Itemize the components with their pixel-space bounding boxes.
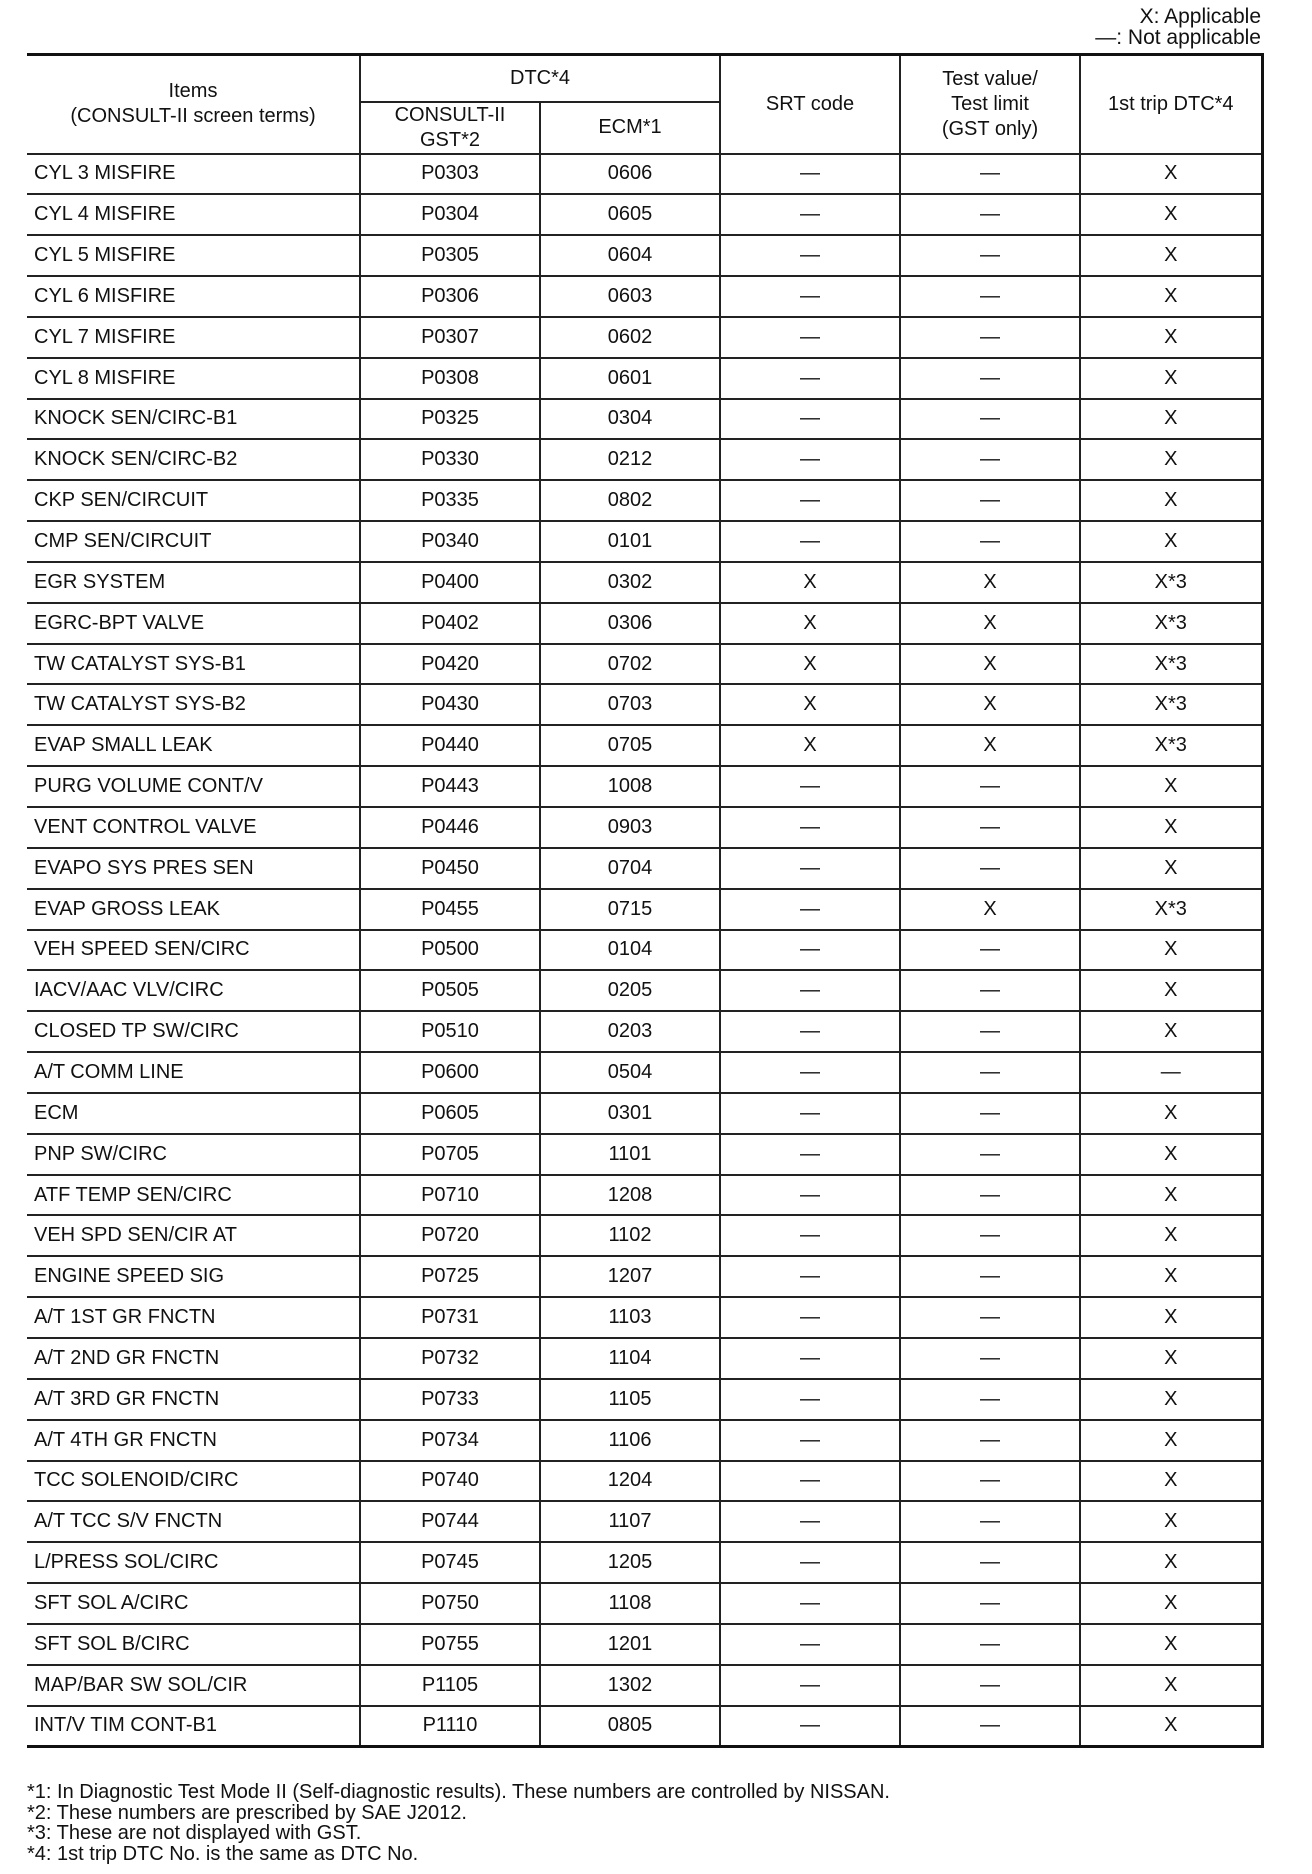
ecm-code-cell: 0802	[540, 480, 720, 521]
srt-code-cell: —	[720, 1624, 900, 1665]
srt-code-cell: X	[720, 562, 900, 603]
item-cell: ECM	[27, 1093, 360, 1134]
item-cell: EVAPO SYS PRES SEN	[27, 848, 360, 889]
ecm-code-cell: 0101	[540, 521, 720, 562]
first-trip-dtc-cell: X*3	[1080, 889, 1262, 930]
item-cell: EGR SYSTEM	[27, 562, 360, 603]
srt-code-cell: —	[720, 848, 900, 889]
first-trip-dtc-cell: X	[1080, 1706, 1262, 1747]
first-trip-dtc-cell: X*3	[1080, 562, 1262, 603]
table-row	[27, 1052, 1262, 1093]
first-trip-dtc-cell: X*3	[1080, 603, 1262, 644]
test-value-cell: —	[900, 1706, 1080, 1747]
table-row	[27, 1583, 1262, 1624]
item-cell: L/PRESS SOL/CIRC	[27, 1542, 360, 1583]
item-cell: IACV/AAC VLV/CIRC	[27, 970, 360, 1011]
consult-code-cell: P0306	[360, 276, 540, 317]
test-value-cell: —	[900, 1542, 1080, 1583]
footnote: *4: 1st trip DTC No. is the same as DTC No.	[27, 1842, 419, 1865]
table-row	[27, 1420, 1262, 1461]
consult-code-cell: P0705	[360, 1134, 540, 1175]
srt-code-cell: —	[720, 889, 900, 930]
test-value-cell: —	[900, 1134, 1080, 1175]
consult-code-cell: P0740	[360, 1461, 540, 1502]
test-value-cell: —	[900, 848, 1080, 889]
test-value-cell: —	[900, 439, 1080, 480]
header-test	[900, 55, 1080, 154]
first-trip-dtc-cell: X	[1080, 930, 1262, 971]
consult-code-cell: P0510	[360, 1011, 540, 1052]
table-row	[27, 194, 1262, 235]
ecm-code-cell: 1101	[540, 1134, 720, 1175]
consult-code-cell: P0305	[360, 235, 540, 276]
ecm-code-cell: 0306	[540, 603, 720, 644]
table-row	[27, 562, 1262, 603]
consult-code-cell: P0430	[360, 684, 540, 725]
ecm-code-cell: 0602	[540, 317, 720, 358]
table-row	[27, 276, 1262, 317]
test-value-cell: —	[900, 1052, 1080, 1093]
first-trip-dtc-cell: X	[1080, 1379, 1262, 1420]
header-srt: SRT code	[720, 55, 900, 154]
test-value-cell: —	[900, 1093, 1080, 1134]
consult-code-cell: P0733	[360, 1379, 540, 1420]
item-cell: A/T 1ST GR FNCTN	[27, 1297, 360, 1338]
item-cell: TW CATALYST SYS-B2	[27, 684, 360, 725]
ecm-code-cell: 0702	[540, 644, 720, 685]
consult-code-cell: P0340	[360, 521, 540, 562]
srt-code-cell: —	[720, 766, 900, 807]
item-cell: SFT SOL B/CIRC	[27, 1624, 360, 1665]
consult-code-cell: P0335	[360, 480, 540, 521]
test-value-cell: —	[900, 399, 1080, 440]
consult-code-cell: P0505	[360, 970, 540, 1011]
item-cell: TCC SOLENOID/CIRC	[27, 1461, 360, 1502]
table-row	[27, 970, 1262, 1011]
test-value-cell: —	[900, 521, 1080, 562]
ecm-code-cell: 0704	[540, 848, 720, 889]
consult-code-cell: P0402	[360, 603, 540, 644]
table-row	[27, 1215, 1262, 1256]
first-trip-dtc-cell: X	[1080, 399, 1262, 440]
ecm-code-cell: 1102	[540, 1215, 720, 1256]
item-cell: A/T TCC S/V FNCTN	[27, 1501, 360, 1542]
item-cell: SFT SOL A/CIRC	[27, 1583, 360, 1624]
test-value-cell: X	[900, 644, 1080, 685]
srt-code-cell: —	[720, 1052, 900, 1093]
first-trip-dtc-cell: X	[1080, 358, 1262, 399]
test-value-cell: X	[900, 889, 1080, 930]
ecm-code-cell: 0903	[540, 807, 720, 848]
item-cell: CYL 4 MISFIRE	[27, 194, 360, 235]
item-cell: A/T 3RD GR FNCTN	[27, 1379, 360, 1420]
header-items	[27, 55, 360, 154]
item-cell: KNOCK SEN/CIRC-B2	[27, 439, 360, 480]
srt-code-cell: —	[720, 1093, 900, 1134]
test-value-cell: —	[900, 358, 1080, 399]
consult-code-cell: P0605	[360, 1093, 540, 1134]
test-value-cell: —	[900, 1624, 1080, 1665]
consult-code-cell: P0440	[360, 725, 540, 766]
ecm-code-cell: 1205	[540, 1542, 720, 1583]
item-cell: A/T 2ND GR FNCTN	[27, 1338, 360, 1379]
item-cell: A/T 4TH GR FNCTN	[27, 1420, 360, 1461]
table-row	[27, 603, 1262, 644]
table-row	[27, 1338, 1262, 1379]
table-row	[27, 1379, 1262, 1420]
test-value-cell: —	[900, 766, 1080, 807]
legend	[1095, 6, 1261, 48]
srt-code-cell: —	[720, 1175, 900, 1216]
consult-code-cell: P0720	[360, 1215, 540, 1256]
consult-code-cell: P0500	[360, 930, 540, 971]
consult-code-cell: P0732	[360, 1338, 540, 1379]
item-cell: TW CATALYST SYS-B1	[27, 644, 360, 685]
table-row	[27, 1297, 1262, 1338]
footnote: *1: In Diagnostic Test Mode II (Self-diagnostic results). These numbers are controlled by NISSAN.	[27, 1781, 890, 1803]
srt-code-cell: —	[720, 480, 900, 521]
ecm-code-cell: 1106	[540, 1420, 720, 1461]
srt-code-cell: —	[720, 235, 900, 276]
item-cell: VEH SPEED SEN/CIRC	[27, 930, 360, 971]
test-value-cell: —	[900, 480, 1080, 521]
item-cell: CYL 5 MISFIRE	[27, 235, 360, 276]
table-row	[27, 235, 1262, 276]
srt-code-cell: —	[720, 970, 900, 1011]
srt-code-cell: —	[720, 1420, 900, 1461]
test-value-cell: —	[900, 1420, 1080, 1461]
srt-code-cell: —	[720, 521, 900, 562]
header-test-line2: Test limit	[951, 92, 1029, 115]
table-row	[27, 480, 1262, 521]
header-consult	[360, 102, 540, 154]
ecm-code-cell: 1208	[540, 1175, 720, 1216]
first-trip-dtc-cell: X	[1080, 521, 1262, 562]
consult-code-cell: P0446	[360, 807, 540, 848]
test-value-cell: —	[900, 1583, 1080, 1624]
item-cell: KNOCK SEN/CIRC-B1	[27, 399, 360, 440]
first-trip-dtc-cell: X	[1080, 317, 1262, 358]
item-cell: EVAP SMALL LEAK	[27, 725, 360, 766]
item-cell: CYL 8 MISFIRE	[27, 358, 360, 399]
header-test-line3: (GST only)	[941, 117, 1039, 140]
first-trip-dtc-cell: X*3	[1080, 684, 1262, 725]
header-items-line2: (CONSULT-II screen terms)	[70, 105, 316, 128]
test-value-cell: —	[900, 1256, 1080, 1297]
srt-code-cell: —	[720, 1542, 900, 1583]
ecm-code-cell: 1302	[540, 1665, 720, 1706]
test-value-cell: —	[900, 1175, 1080, 1216]
consult-code-cell: P0731	[360, 1297, 540, 1338]
footnote: *2: These numbers are prescribed by SAE J2012.	[27, 1801, 467, 1824]
srt-code-cell: —	[720, 317, 900, 358]
srt-code-cell: —	[720, 1297, 900, 1338]
test-value-cell: —	[900, 276, 1080, 317]
srt-code-cell: —	[720, 1134, 900, 1175]
srt-code-cell: —	[720, 1215, 900, 1256]
item-cell: ATF TEMP SEN/CIRC	[27, 1175, 360, 1216]
table-row	[27, 1665, 1262, 1706]
first-trip-dtc-cell: X	[1080, 1215, 1262, 1256]
consult-code-cell: P0400	[360, 562, 540, 603]
table-header	[27, 55, 1262, 154]
footnotes	[27, 1782, 890, 1864]
ecm-code-cell: 1204	[540, 1461, 720, 1502]
test-value-cell: X	[900, 603, 1080, 644]
first-trip-dtc-cell: X	[1080, 1093, 1262, 1134]
srt-code-cell: —	[720, 194, 900, 235]
test-value-cell: —	[900, 970, 1080, 1011]
ecm-code-cell: 0203	[540, 1011, 720, 1052]
ecm-code-cell: 0705	[540, 725, 720, 766]
header-consult-line1: CONSULT-II	[394, 103, 506, 126]
first-trip-dtc-cell: X	[1080, 1420, 1262, 1461]
item-cell: VENT CONTROL VALVE	[27, 807, 360, 848]
test-value-cell: —	[900, 1297, 1080, 1338]
first-trip-dtc-cell: X	[1080, 154, 1262, 195]
consult-code-cell: P0450	[360, 848, 540, 889]
ecm-code-cell: 1008	[540, 766, 720, 807]
ecm-code-cell: 0703	[540, 684, 720, 725]
table-row	[27, 521, 1262, 562]
header-items-line1: Items	[168, 80, 218, 103]
srt-code-cell: —	[720, 399, 900, 440]
first-trip-dtc-cell: X	[1080, 766, 1262, 807]
srt-code-cell: —	[720, 1706, 900, 1747]
test-value-cell: —	[900, 1011, 1080, 1052]
item-cell: INT/V TIM CONT-B1	[27, 1706, 360, 1747]
consult-code-cell: P1110	[360, 1706, 540, 1747]
consult-code-cell: P0734	[360, 1420, 540, 1461]
consult-code-cell: P0325	[360, 399, 540, 440]
srt-code-cell: —	[720, 358, 900, 399]
ecm-code-cell: 1104	[540, 1338, 720, 1379]
test-value-cell: —	[900, 807, 1080, 848]
header-dtc: DTC*4	[360, 55, 720, 102]
srt-code-cell: —	[720, 276, 900, 317]
table-row	[27, 644, 1262, 685]
first-trip-dtc-cell: X	[1080, 480, 1262, 521]
first-trip-dtc-cell: X	[1080, 1011, 1262, 1052]
test-value-cell: X	[900, 725, 1080, 766]
consult-code-cell: P0600	[360, 1052, 540, 1093]
table-row	[27, 154, 1262, 195]
ecm-code-cell: 0606	[540, 154, 720, 195]
table-row	[27, 1175, 1262, 1216]
legend-applicable: X: Applicable	[1139, 5, 1261, 28]
ecm-code-cell: 0301	[540, 1093, 720, 1134]
srt-code-cell: —	[720, 1338, 900, 1379]
table-row	[27, 1256, 1262, 1297]
srt-code-cell: —	[720, 1256, 900, 1297]
first-trip-dtc-cell: X	[1080, 1501, 1262, 1542]
srt-code-cell: —	[720, 439, 900, 480]
first-trip-dtc-cell: X*3	[1080, 644, 1262, 685]
first-trip-dtc-cell: X	[1080, 807, 1262, 848]
consult-code-cell: P0330	[360, 439, 540, 480]
test-value-cell: —	[900, 1215, 1080, 1256]
item-cell: ENGINE SPEED SIG	[27, 1256, 360, 1297]
srt-code-cell: X	[720, 684, 900, 725]
item-cell: CYL 6 MISFIRE	[27, 276, 360, 317]
srt-code-cell: —	[720, 1583, 900, 1624]
test-value-cell: —	[900, 930, 1080, 971]
first-trip-dtc-cell: X	[1080, 848, 1262, 889]
srt-code-cell: —	[720, 807, 900, 848]
consult-code-cell: P0744	[360, 1501, 540, 1542]
consult-code-cell: P0420	[360, 644, 540, 685]
ecm-code-cell: 1105	[540, 1379, 720, 1420]
ecm-code-cell: 0212	[540, 439, 720, 480]
item-cell: CLOSED TP SW/CIRC	[27, 1011, 360, 1052]
table-row	[27, 1093, 1262, 1134]
table-row	[27, 1134, 1262, 1175]
table-row	[27, 1542, 1262, 1583]
first-trip-dtc-cell: X	[1080, 1461, 1262, 1502]
test-value-cell: X	[900, 562, 1080, 603]
consult-code-cell: P0745	[360, 1542, 540, 1583]
ecm-code-cell: 0304	[540, 399, 720, 440]
first-trip-dtc-cell: X	[1080, 1338, 1262, 1379]
first-trip-dtc-cell: X	[1080, 1134, 1262, 1175]
header-consult-line2: GST*2	[419, 128, 481, 151]
first-trip-dtc-cell: X	[1080, 276, 1262, 317]
item-cell: PURG VOLUME CONT/V	[27, 766, 360, 807]
ecm-code-cell: 0205	[540, 970, 720, 1011]
test-value-cell: —	[900, 1501, 1080, 1542]
table-row	[27, 439, 1262, 480]
item-cell: EGRC-BPT VALVE	[27, 603, 360, 644]
item-cell: CYL 7 MISFIRE	[27, 317, 360, 358]
ecm-code-cell: 0504	[540, 1052, 720, 1093]
table-row	[27, 317, 1262, 358]
first-trip-dtc-cell: X	[1080, 1297, 1262, 1338]
table-row	[27, 1501, 1262, 1542]
table-row	[27, 930, 1262, 971]
srt-code-cell: —	[720, 1011, 900, 1052]
first-trip-dtc-cell: —	[1080, 1052, 1262, 1093]
first-trip-dtc-cell: X	[1080, 970, 1262, 1011]
consult-code-cell: P1105	[360, 1665, 540, 1706]
item-cell: EVAP GROSS LEAK	[27, 889, 360, 930]
item-cell: A/T COMM LINE	[27, 1052, 360, 1093]
first-trip-dtc-cell: X	[1080, 1256, 1262, 1297]
ecm-code-cell: 1201	[540, 1624, 720, 1665]
ecm-code-cell: 1103	[540, 1297, 720, 1338]
consult-code-cell: P0710	[360, 1175, 540, 1216]
consult-code-cell: P0755	[360, 1624, 540, 1665]
ecm-code-cell: 1207	[540, 1256, 720, 1297]
footnote: *3: These are not displayed with GST.	[27, 1822, 362, 1844]
dtc-table	[27, 53, 1264, 1748]
table-row	[27, 1624, 1262, 1665]
consult-code-cell: P0307	[360, 317, 540, 358]
test-value-cell: —	[900, 1665, 1080, 1706]
ecm-code-cell: 0805	[540, 1706, 720, 1747]
consult-code-cell: P0303	[360, 154, 540, 195]
test-value-cell: —	[900, 235, 1080, 276]
item-cell: PNP SW/CIRC	[27, 1134, 360, 1175]
first-trip-dtc-cell: X*3	[1080, 725, 1262, 766]
table-row	[27, 399, 1262, 440]
table-row	[27, 889, 1262, 930]
ecm-code-cell: 1107	[540, 1501, 720, 1542]
table-row	[27, 1461, 1262, 1502]
first-trip-dtc-cell: X	[1080, 1583, 1262, 1624]
test-value-cell: —	[900, 154, 1080, 195]
table-row	[27, 766, 1262, 807]
ecm-code-cell: 0601	[540, 358, 720, 399]
first-trip-dtc-cell: X	[1080, 194, 1262, 235]
ecm-code-cell: 0604	[540, 235, 720, 276]
table-row	[27, 684, 1262, 725]
table-row	[27, 358, 1262, 399]
srt-code-cell: X	[720, 644, 900, 685]
test-value-cell: —	[900, 194, 1080, 235]
ecm-code-cell: 0104	[540, 930, 720, 971]
table-row	[27, 807, 1262, 848]
item-cell: MAP/BAR SW SOL/CIR	[27, 1665, 360, 1706]
item-cell: CMP SEN/CIRCUIT	[27, 521, 360, 562]
srt-code-cell: —	[720, 1379, 900, 1420]
srt-code-cell: —	[720, 930, 900, 971]
table-row	[27, 1011, 1262, 1052]
consult-code-cell: P0725	[360, 1256, 540, 1297]
first-trip-dtc-cell: X	[1080, 1175, 1262, 1216]
srt-code-cell: —	[720, 1461, 900, 1502]
consult-code-cell: P0750	[360, 1583, 540, 1624]
table-row	[27, 848, 1262, 889]
ecm-code-cell: 1108	[540, 1583, 720, 1624]
first-trip-dtc-cell: X	[1080, 1624, 1262, 1665]
consult-code-cell: P0308	[360, 358, 540, 399]
item-cell: CKP SEN/CIRCUIT	[27, 480, 360, 521]
srt-code-cell: —	[720, 154, 900, 195]
srt-code-cell: X	[720, 603, 900, 644]
consult-code-cell: P0304	[360, 194, 540, 235]
first-trip-dtc-cell: X	[1080, 1542, 1262, 1583]
test-value-cell: —	[900, 1461, 1080, 1502]
first-trip-dtc-cell: X	[1080, 439, 1262, 480]
table-row	[27, 1706, 1262, 1747]
first-trip-dtc-cell: X	[1080, 235, 1262, 276]
item-cell: CYL 3 MISFIRE	[27, 154, 360, 195]
item-cell: VEH SPD SEN/CIR AT	[27, 1215, 360, 1256]
srt-code-cell: X	[720, 725, 900, 766]
first-trip-dtc-cell: X	[1080, 1665, 1262, 1706]
srt-code-cell: —	[720, 1501, 900, 1542]
test-value-cell: —	[900, 317, 1080, 358]
legend-not-applicable: —: Not applicable	[1095, 26, 1261, 49]
header-ecm: ECM*1	[540, 102, 720, 154]
header-test-line1: Test value/	[942, 67, 1038, 90]
ecm-code-cell: 0605	[540, 194, 720, 235]
ecm-code-cell: 0603	[540, 276, 720, 317]
header-first-trip: 1st trip DTC*4	[1080, 55, 1262, 154]
ecm-code-cell: 0302	[540, 562, 720, 603]
consult-code-cell: P0443	[360, 766, 540, 807]
test-value-cell: —	[900, 1338, 1080, 1379]
test-value-cell: —	[900, 1379, 1080, 1420]
table-row	[27, 725, 1262, 766]
srt-code-cell: —	[720, 1665, 900, 1706]
consult-code-cell: P0455	[360, 889, 540, 930]
table-body	[27, 154, 1262, 1747]
test-value-cell: X	[900, 684, 1080, 725]
ecm-code-cell: 0715	[540, 889, 720, 930]
